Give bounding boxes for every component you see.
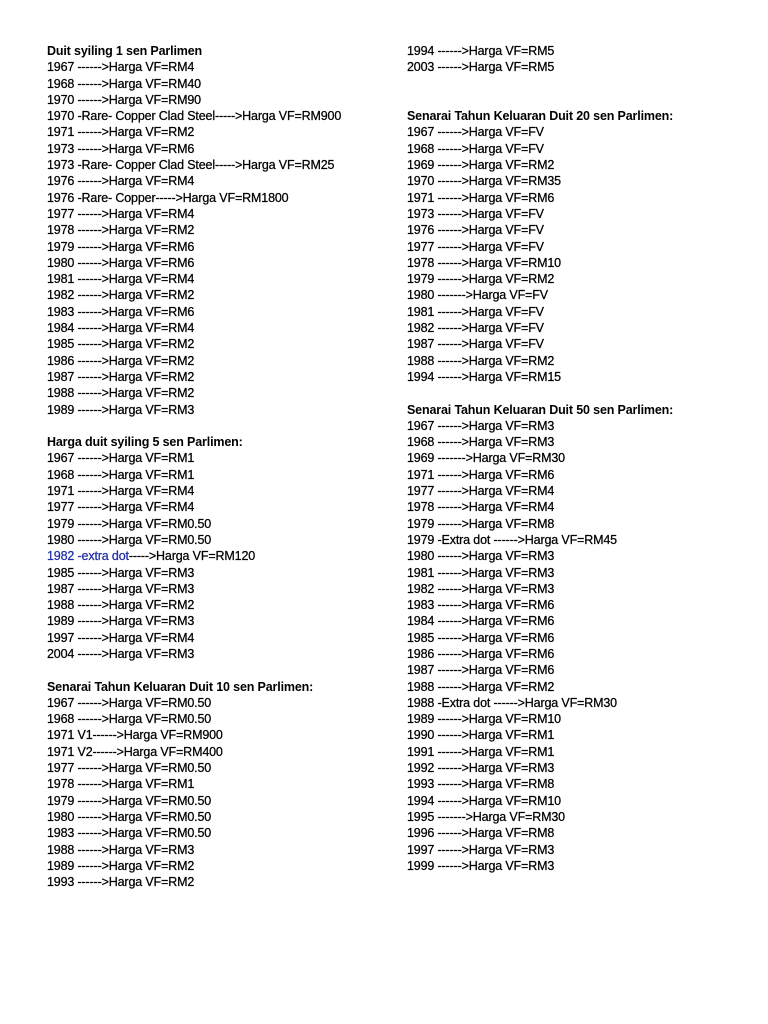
price-entry: 1976 ------>Harga VF=RM4 [47,174,195,189]
price-entry: 1967 ------>Harga VF=RM4 [47,60,195,75]
price-entry: 1971 ------>Harga VF=RM6 [407,467,555,482]
price-entry: 1969 ------->Harga VF=RM30 [407,451,565,466]
price-entry: 1983 ------>Harga VF=RM6 [47,304,195,319]
price-entry: 1984 ------>Harga VF=RM6 [407,614,555,629]
price-entry: 1973 -Rare- Copper Clad Steel----->Harga VF=RM25 [47,158,335,173]
price-entry: 1984 ------>Harga VF=RM4 [47,321,195,336]
price-entry: 1994 ------>Harga VF=RM10 [407,793,561,808]
price-entry: 1995 ------->Harga VF=RM30 [407,809,565,824]
section-title-10-sen: Senarai Tahun Keluaran Duit 10 sen Parlimen: [47,679,314,694]
price-entry: 1969 ------>Harga VF=RM2 [407,158,555,173]
price-entry: 1993 ------>Harga VF=RM2 [47,875,195,890]
price-entry: 1968 ------>Harga VF=FV [407,141,544,156]
price-entry: 1981 ------>Harga VF=RM4 [47,272,195,287]
price-entry: 2004 ------>Harga VF=RM3 [47,646,195,661]
price-entry: 1980 ------>Harga VF=RM3 [407,549,555,564]
price-entry: 1980 ------>Harga VF=RM0.50 [47,532,212,547]
left-column [47,43,341,890]
price-entry: 1978 ------>Harga VF=RM1 [47,777,195,792]
section-title-1-sen: Duit syiling 1 sen Parlimen [47,44,203,58]
price-entry: 1968 ------>Harga VF=RM40 [47,76,201,91]
highlighted-text: 1982 -extra dot [47,549,129,564]
price-entry: 1997 ------>Harga VF=RM3 [407,842,555,857]
price-entry: 1982 ------>Harga VF=RM2 [47,288,195,303]
price-entry: 1979 -Extra dot ------>Harga VF=RM45 [407,532,617,547]
price-entry: 1979 ------>Harga VF=RM0.50 [47,516,212,531]
price-entry: 1996 ------>Harga VF=RM8 [407,826,555,841]
price-entry: 1971 ------>Harga VF=RM6 [407,190,555,205]
price-entry: 1992 ------>Harga VF=RM3 [407,761,555,776]
price-entry: 1991 ------>Harga VF=RM1 [407,744,555,759]
price-entry: 1967 ------>Harga VF=RM3 [407,418,555,433]
price-entry: 1970 -Rare- Copper Clad Steel----->Harga VF=RM900 [47,109,342,124]
price-entry: 1988 ------>Harga VF=RM2 [407,353,555,368]
entry-price-text: ----->Harga VF=RM120 [128,549,256,564]
price-entry: 1976 ------>Harga VF=FV [407,223,544,238]
blank-line [407,76,673,92]
price-entry: 1978 ------>Harga VF=RM10 [407,255,561,270]
price-entry: 1986 ------>Harga VF=RM2 [47,353,195,368]
price-entry: 1968 ------>Harga VF=RM0.50 [47,712,212,727]
price-entry: 1988 ------>Harga VF=RM2 [47,386,195,401]
price-entry: 1983 ------>Harga VF=RM0.50 [47,826,212,841]
section-title-5-sen: Harga duit syiling 5 sen Parlimen: [47,435,243,450]
price-entry: 1970 ------>Harga VF=RM35 [407,174,561,189]
right-column [407,43,673,874]
price-entry: 1989 ------>Harga VF=RM10 [407,712,561,727]
price-entry: 1988 -Extra dot ------>Harga VF=RM30 [407,695,617,710]
price-entry: 1985 ------>Harga VF=RM6 [407,630,555,645]
price-entry: 2003 ------>Harga VF=RM5 [407,60,555,75]
price-entry: 1971 ------>Harga VF=RM2 [47,125,195,140]
price-entry: 1981 ------>Harga VF=FV [407,304,544,319]
price-entry: 1980 ------->Harga VF=FV [407,288,548,303]
price-entry: 1979 ------>Harga VF=RM2 [407,272,555,287]
price-entry: 1987 ------>Harga VF=RM6 [407,663,555,678]
price-entry: 1977 ------>Harga VF=RM0.50 [47,761,212,776]
price-entry: 1980 ------>Harga VF=RM0.50 [47,809,212,824]
price-entry: 1994 ------>Harga VF=RM5 [407,44,555,58]
price-entry: 1986 ------>Harga VF=RM6 [407,646,555,661]
blank-line [47,418,341,434]
price-entry: 1987 ------>Harga VF=RM2 [47,369,195,384]
price-entry: 1980 ------>Harga VF=RM6 [47,255,195,270]
price-entry: 1967 ------>Harga VF=RM0.50 [47,695,212,710]
price-entry: 1973 ------>Harga VF=FV [407,206,544,221]
blank-line [47,662,341,678]
price-entry: 1989 ------>Harga VF=RM3 [47,402,195,417]
price-entry: 1977 ------>Harga VF=RM4 [47,500,195,515]
price-entry: 1971 V1------>Harga VF=RM900 [47,728,223,743]
price-entry: 1967 ------>Harga VF=FV [407,125,544,140]
price-entry: 1977 ------>Harga VF=RM4 [407,484,555,499]
price-entry: 1977 ------>Harga VF=FV [407,239,544,254]
price-entry: 1968 ------>Harga VF=RM1 [47,467,195,482]
price-entry: 1997 ------>Harga VF=RM4 [47,630,195,645]
blank-line [407,385,673,401]
price-entry: 1978 ------>Harga VF=RM2 [47,223,195,238]
price-entry: 1968 ------>Harga VF=RM3 [407,435,555,450]
section-title-50-sen: Senarai Tahun Keluaran Duit 50 sen Parlimen: [407,402,674,417]
price-entry: 1988 ------>Harga VF=RM2 [407,679,555,694]
price-entry: 1988 ------>Harga VF=RM3 [47,842,195,857]
price-entry: 1979 ------>Harga VF=RM0.50 [47,793,212,808]
highlighted-entry [47,548,341,564]
price-entry: 1987 ------>Harga VF=RM3 [47,581,195,596]
price-entry: 1970 ------>Harga VF=RM90 [47,92,201,107]
price-entry: 1989 ------>Harga VF=RM3 [47,614,195,629]
price-entry: 1979 ------>Harga VF=RM6 [47,239,195,254]
price-entry: 1982 ------>Harga VF=RM3 [407,581,555,596]
price-entry: 1979 ------>Harga VF=RM8 [407,516,555,531]
price-entry: 1985 ------>Harga VF=RM3 [47,565,195,580]
price-entry: 1973 ------>Harga VF=RM6 [47,141,195,156]
price-entry: 1989 ------>Harga VF=RM2 [47,858,195,873]
price-entry: 1967 ------>Harga VF=RM1 [47,451,195,466]
price-entry: 1982 ------>Harga VF=FV [407,321,544,336]
price-entry: 1999 ------>Harga VF=RM3 [407,858,555,873]
price-entry: 1977 ------>Harga VF=RM4 [47,206,195,221]
price-entry: 1988 ------>Harga VF=RM2 [47,598,195,613]
price-entry: 1993 ------>Harga VF=RM8 [407,777,555,792]
price-entry: 1978 ------>Harga VF=RM4 [407,500,555,515]
price-entry: 1981 ------>Harga VF=RM3 [407,565,555,580]
price-entry: 1990 ------>Harga VF=RM1 [407,728,555,743]
price-entry: 1983 ------>Harga VF=RM6 [407,598,555,613]
section-title-20-sen: Senarai Tahun Keluaran Duit 20 sen Parlimen: [407,109,674,124]
price-entry: 1971 V2------>Harga VF=RM400 [47,744,223,759]
price-entry: 1994 ------>Harga VF=RM15 [407,369,561,384]
blank-line [407,92,673,108]
price-entry: 1976 -Rare- Copper----->Harga VF=RM1800 [47,190,289,205]
price-entry: 1971 ------>Harga VF=RM4 [47,484,195,499]
price-entry: 1985 ------>Harga VF=RM2 [47,337,195,352]
price-entry: 1987 ------>Harga VF=FV [407,337,544,352]
